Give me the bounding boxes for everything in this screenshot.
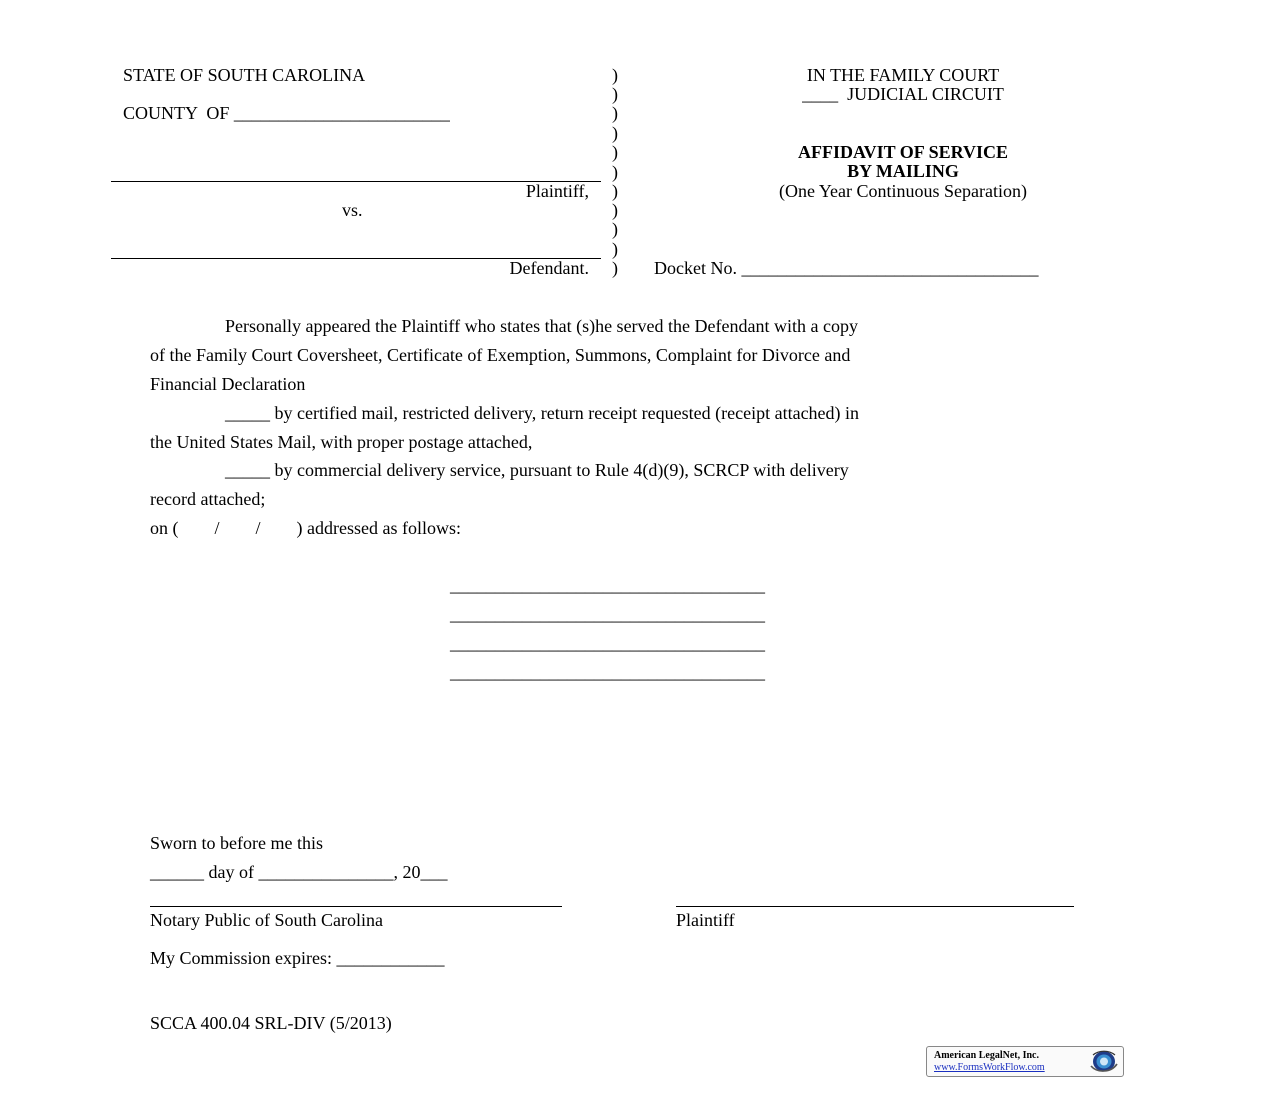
statement-line-2: of the Family Court Coversheet, Certificate of Exemption, Summons, Complaint for Divorce and xyxy=(150,345,851,365)
commercial-delivery-option-cont: record attached; xyxy=(150,489,266,509)
globe-icon xyxy=(1087,1049,1119,1074)
notary-signature-line[interactable] xyxy=(150,906,562,907)
certified-mail-option[interactable]: _____ by certified mail, restricted delivery, return receipt requested (receipt attached) in xyxy=(225,403,860,423)
plaintiff-signature-line[interactable] xyxy=(676,906,1074,907)
address-line-3[interactable]: ___________________________________ xyxy=(450,633,765,653)
document-title-line2: BY MAILING xyxy=(847,161,959,181)
caption-paren: ) xyxy=(612,84,618,104)
caption-paren: ) xyxy=(612,219,618,239)
commercial-delivery-option[interactable]: _____ by commercial delivery service, pursuant to Rule 4(d)(9), SCRCP with delivery xyxy=(225,460,849,480)
versus-label: vs. xyxy=(342,200,363,220)
docket-number-field[interactable]: Docket No. _________________________________ xyxy=(654,258,1039,278)
service-date-line[interactable]: on ( / / ) addressed as follows: xyxy=(150,518,461,538)
caption-paren: ) xyxy=(612,142,618,162)
caption-paren: ) xyxy=(612,162,618,182)
document-title: AFFIDAVIT OF SERVICE xyxy=(797,142,1009,162)
document-subtitle: (One Year Continuous Separation) xyxy=(779,181,1027,201)
commission-expiry-field[interactable]: My Commission expires: ____________ xyxy=(150,948,445,968)
address-line-2[interactable]: ___________________________________ xyxy=(450,604,765,624)
caption-paren: ) xyxy=(612,181,618,201)
form-id: SCCA 400.04 SRL-DIV (5/2013) xyxy=(150,1013,392,1033)
county-field[interactable]: COUNTY OF ________________________ xyxy=(123,103,450,123)
state-heading: STATE OF SOUTH CAROLINA xyxy=(123,65,366,85)
statement-line-1: Personally appeared the Plaintiff who states that (s)he served the Defendant with a copy xyxy=(225,316,858,336)
notary-label: Notary Public of South Carolina xyxy=(150,910,383,930)
address-line-1[interactable]: ___________________________________ xyxy=(450,575,765,595)
address-line-4[interactable]: ___________________________________ xyxy=(450,662,765,682)
legalnet-logo[interactable] xyxy=(926,1046,1124,1077)
judicial-circuit-field[interactable]: ____ JUDICIAL CIRCUIT xyxy=(802,84,1004,104)
sworn-date-field[interactable]: ______ day of _______________, 20___ xyxy=(150,862,448,882)
caption-paren: ) xyxy=(612,258,618,278)
statement-line-3: Financial Declaration xyxy=(150,374,306,394)
logo-company-name: American LegalNet, Inc. xyxy=(934,1050,1039,1061)
logo-link[interactable]: www.FormsWorkFlow.com xyxy=(934,1062,1045,1073)
certified-mail-option-cont: the United States Mail, with proper postage attached, xyxy=(150,432,533,452)
defendant-label: Defendant. xyxy=(509,258,589,278)
caption-paren: ) xyxy=(612,239,618,259)
caption-paren: ) xyxy=(612,123,618,143)
sworn-statement: Sworn to before me this xyxy=(150,833,323,853)
court-name: IN THE FAMILY COURT xyxy=(806,65,1000,85)
caption-paren: ) xyxy=(612,200,618,220)
caption-paren: ) xyxy=(612,103,618,123)
caption-paren: ) xyxy=(612,65,618,85)
plaintiff-signature-label: Plaintiff xyxy=(676,910,735,930)
plaintiff-label: Plaintiff, xyxy=(525,181,589,201)
